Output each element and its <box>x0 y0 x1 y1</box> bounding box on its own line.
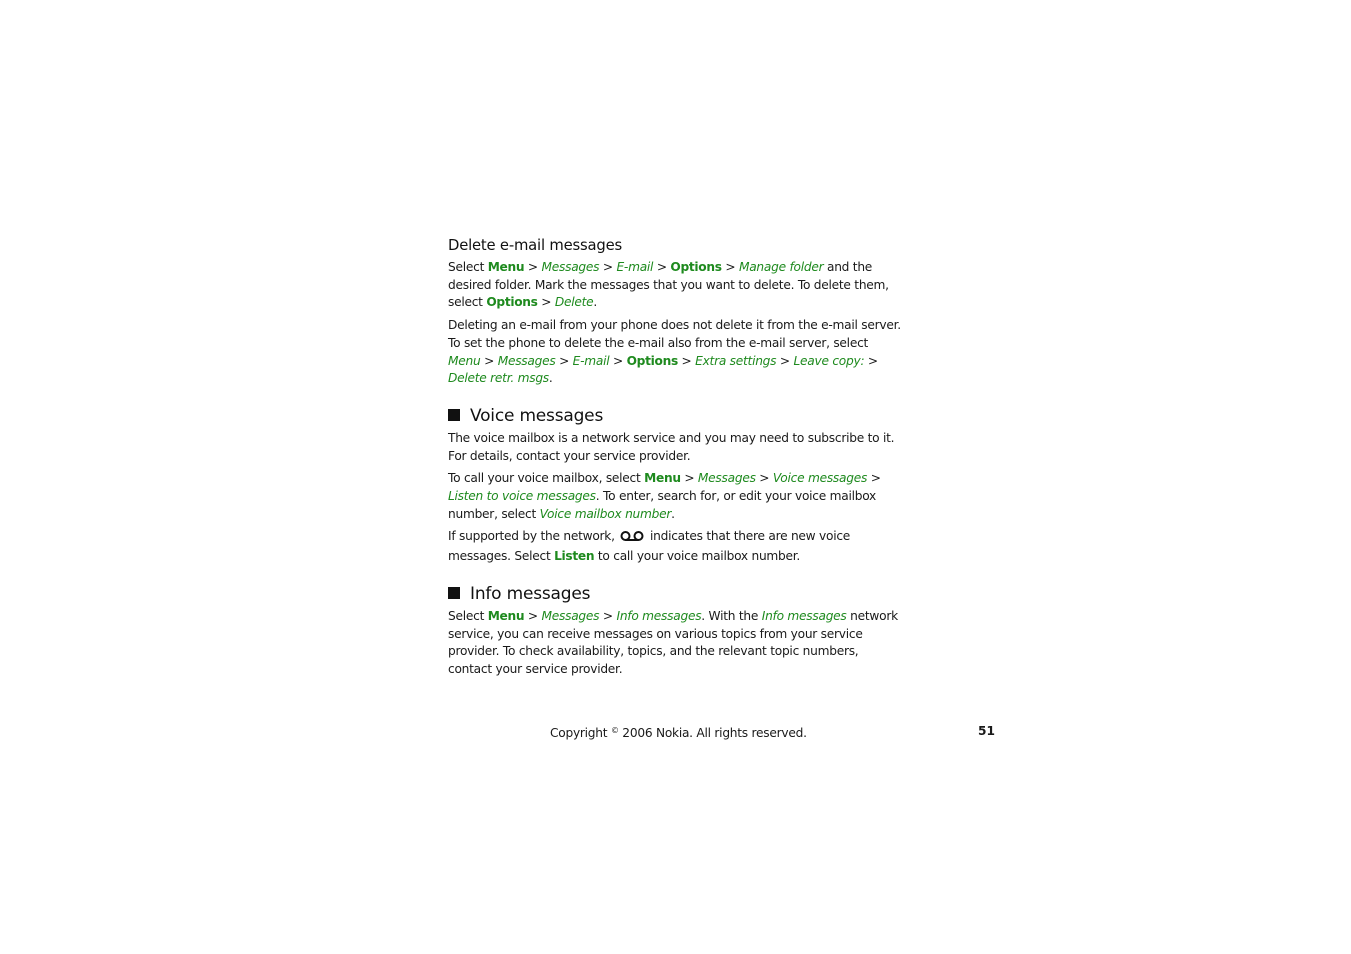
listen-keyword: Listen <box>554 549 595 564</box>
menu-keyword: Menu <box>644 471 681 486</box>
delete-email-paragraph-1: Select Menu > Messages > E-mail > Options > Manage folder and the desired folder. Mark the messages that you want to delete. To delete them, select Options > Delete. <box>448 260 889 310</box>
voice-messages-paragraph-2: To call your voice mailbox, select Menu > Messages > Voice messages > Listen to voice messages. To enter, search for, or edit your voice mailbox number, select Voice mailbox number. <box>448 471 881 521</box>
voice-messages-paragraph-3: If supported by the network, indicates that there are new voice messages. Select Listen to call your voice mailbox number. <box>448 529 851 564</box>
menu-keyword: Menu <box>487 608 525 623</box>
delete-retr-msgs-keyword: Delete retr. msgs <box>448 371 549 386</box>
email-keyword: E-mail <box>616 260 654 274</box>
options-keyword: Options <box>670 260 722 274</box>
menu-keyword: Menu <box>487 260 525 274</box>
square-bullet-icon <box>448 587 460 599</box>
delete-keyword: Delete <box>554 295 594 310</box>
delete-email-paragraph-2: Deleting an e-mail from your phone does not delete it from the e-mail server. To set the phone to delete the e-mail also from the e-mail server, select Menu > Messages > E-mail > Options > Extra settings > Leave copy: > Delete retr. msgs. <box>448 318 901 386</box>
voice-messages-keyword: Voice messages <box>772 471 868 486</box>
messages-keyword: Messages <box>541 260 600 274</box>
menu-keyword: Menu <box>448 353 481 368</box>
extra-settings-keyword: Extra settings <box>695 353 777 368</box>
voice-mailbox-number-keyword: Voice mailbox number <box>539 506 672 521</box>
copyright-symbol: © <box>610 726 619 735</box>
info-messages-heading <box>448 583 903 605</box>
voice-messages-heading <box>448 405 903 427</box>
square-bullet-icon <box>448 409 460 421</box>
listen-to-voice-messages-keyword: Listen to voice messages <box>448 489 596 504</box>
manual-page-content <box>448 236 903 684</box>
page-number: 51 <box>978 724 995 738</box>
email-keyword: E-mail <box>572 353 610 368</box>
messages-keyword: Messages <box>697 471 756 486</box>
info-messages-title: Info messages <box>470 583 591 604</box>
options-keyword: Options <box>486 295 538 310</box>
voice-messages-paragraph-1: The voice mailbox is a network service and you may need to subscribe to it. For details, contact your service provider. <box>448 430 895 463</box>
info-messages-keyword: Info messages <box>616 608 702 623</box>
copyright-notice: Copyright © 2006 Nokia. All rights reserved. <box>550 726 807 740</box>
voicemail-icon <box>620 530 644 548</box>
info-messages-paragraph-1: Select Menu > Messages > Info messages. With the Info messages network service, you can receive messages on various topics from your service provider. To check availability, topics, and the relevant topic numbers, contact your service provider. <box>448 608 898 676</box>
leave-copy-keyword: Leave copy: <box>793 353 865 368</box>
info-messages-keyword: Info messages <box>761 608 847 623</box>
delete-email-heading: Delete e-mail messages <box>448 237 622 254</box>
options-keyword: Options <box>626 353 678 368</box>
voice-messages-title: Voice messages <box>470 405 604 426</box>
messages-keyword: Messages <box>497 353 556 368</box>
messages-keyword: Messages <box>541 608 600 623</box>
manage-folder-keyword: Manage folder <box>738 260 824 274</box>
